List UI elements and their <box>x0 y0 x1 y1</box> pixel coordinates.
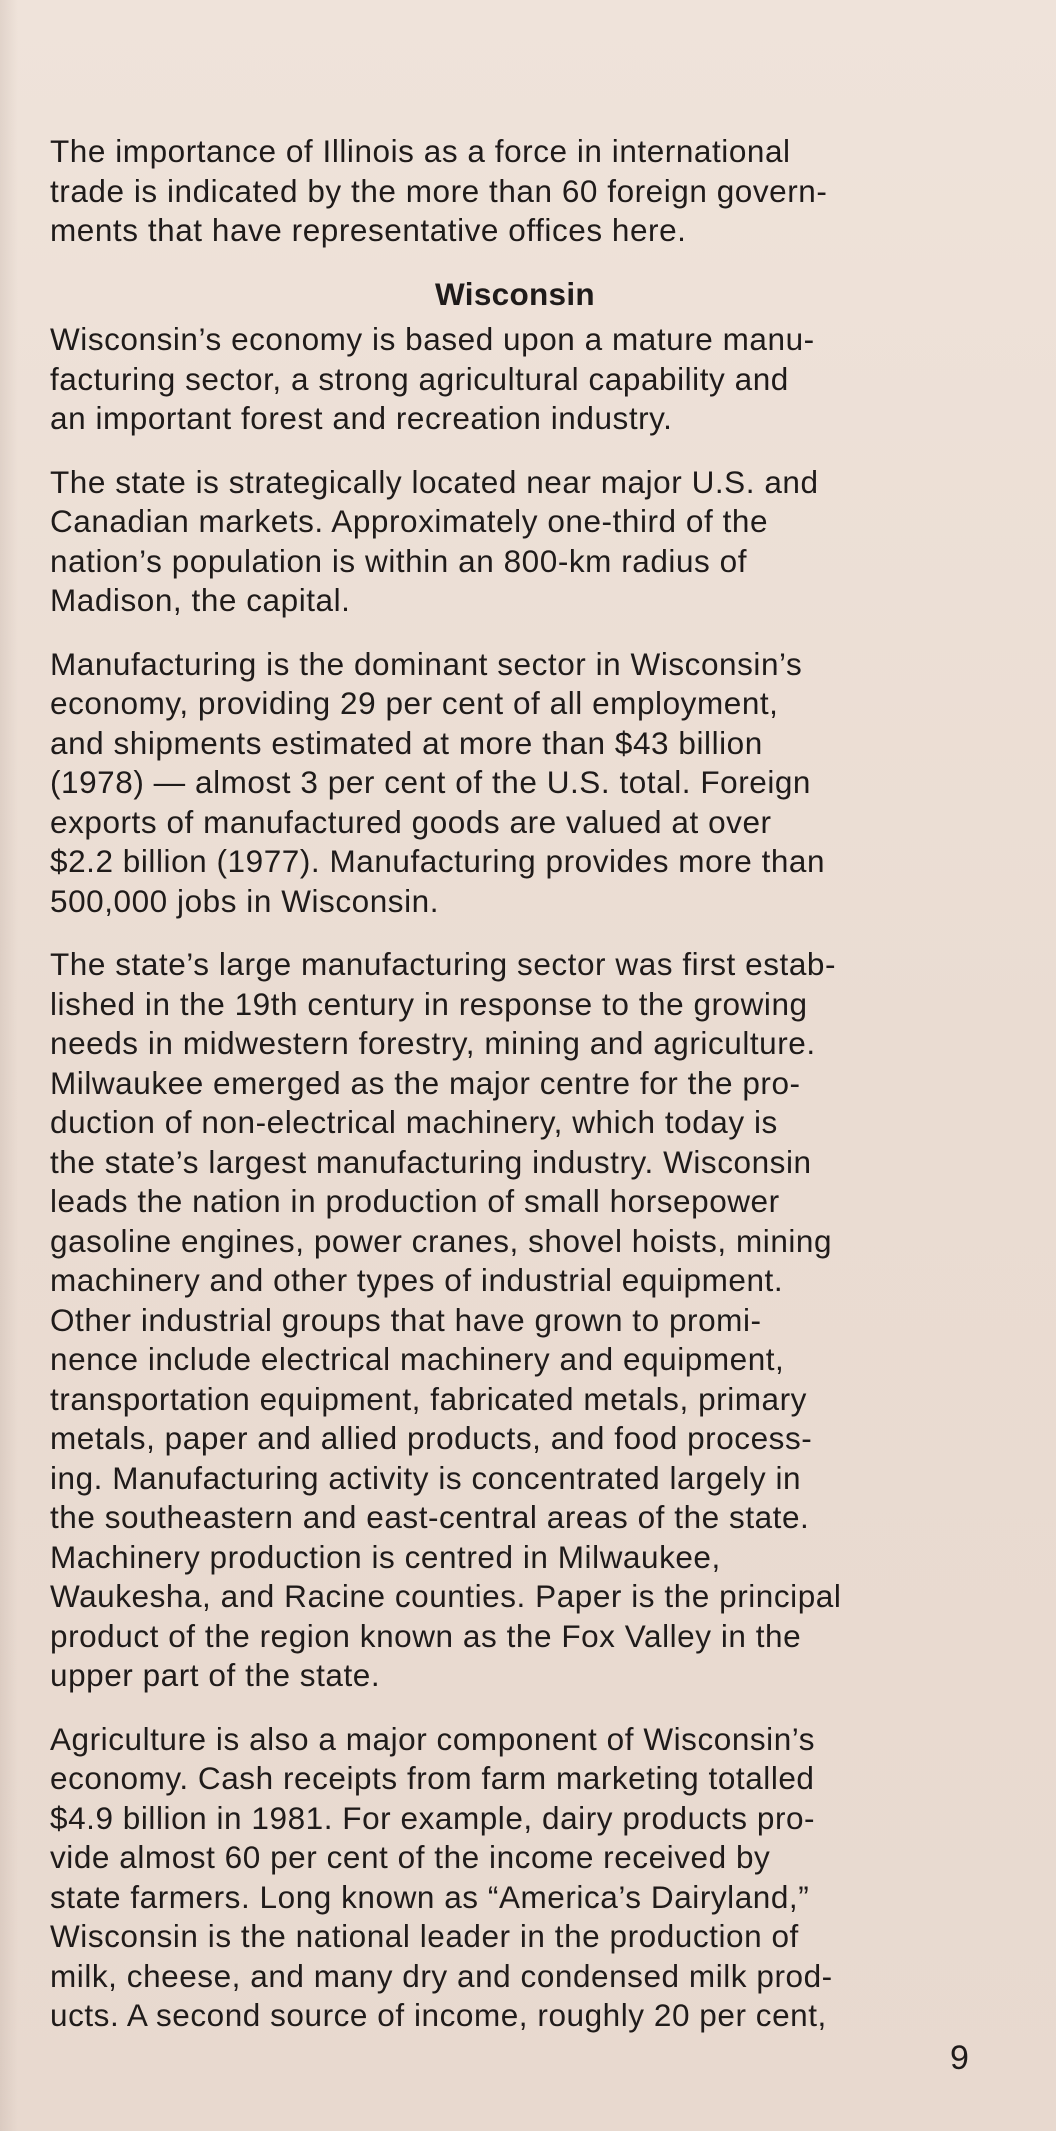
paragraph-manufacturing <box>50 645 980 922</box>
paragraph-location <box>50 463 980 621</box>
text-line: and shipments estimated at more than $43 billion <box>50 724 763 761</box>
text-line: economy. Cash receipts from farm marketing totalled <box>50 1760 815 1796</box>
text-line: leads the nation in production of small horsepower <box>50 1183 780 1219</box>
text-line: Milwaukee emerged as the major centre for the pro- <box>50 1064 801 1101</box>
text-line: Canadian markets. Approximately one-third of the <box>50 503 769 539</box>
text-line: $2.2 billion (1977). Manufacturing provides more than <box>50 843 826 879</box>
text-line: nence include electrical machinery and equipment, <box>50 1341 785 1377</box>
text-line: gasoline engines, power cranes, shovel hoists, mining <box>50 1222 833 1259</box>
text-line: the southeastern and east-central areas of the state. <box>50 1499 810 1535</box>
text-line: The importance of Illinois as a force in international <box>50 133 791 169</box>
text-line: Wisconsin’s economy is based upon a mature manu- <box>50 321 815 357</box>
text-line: duction of non-electrical machinery, which today is <box>50 1104 778 1140</box>
text-line: ing. Manufacturing activity is concentrated largely in <box>50 1459 802 1496</box>
text-line: exports of manufactured goods are valued at over <box>50 803 772 840</box>
text-line: Agriculture is also a major component of Wisconsin’s <box>50 1720 816 1757</box>
text-line: product of the region known as the Fox Valley in the <box>50 1617 802 1654</box>
text-line: an important forest and recreation industry. <box>50 400 673 436</box>
text-line: milk, cheese, and many dry and condensed milk prod- <box>50 1957 833 1994</box>
paragraph-agriculture <box>50 1720 980 2036</box>
page-number: 9 <box>950 2039 969 2077</box>
text-line: 500,000 jobs in Wisconsin. <box>50 882 440 919</box>
text-line: metals, paper and allied products, and food process- <box>50 1420 813 1456</box>
text-line: economy, providing 29 per cent of all employment, <box>50 685 779 721</box>
text-line: Machinery production is centred in Milwaukee, <box>50 1538 721 1575</box>
intro-paragraph <box>50 132 980 251</box>
text-line: Waukesha, and Racine counties. Paper is the principal <box>50 1578 842 1614</box>
paragraph-manufacturing-history <box>50 945 980 1696</box>
paragraph-economy-overview <box>50 320 980 439</box>
text-line: The state is strategically located near major U.S. and <box>50 463 819 500</box>
text-line: ucts. A second source of income, roughly 20 per cent, <box>50 1997 827 2033</box>
page-body <box>50 132 980 2060</box>
text-line: Madison, the capital. <box>50 582 351 618</box>
text-line: facturing sector, a strong agricultural capability and <box>50 360 789 397</box>
text-line: Other industrial groups that have grown to promi- <box>50 1301 762 1338</box>
text-line: needs in midwestern forestry, mining and agriculture. <box>50 1025 816 1061</box>
text-line: the state’s largest manufacturing industry. Wisconsin <box>50 1143 812 1180</box>
text-line: (1978) — almost 3 per cent of the U.S. total. Foreign <box>50 764 812 800</box>
text-line: ments that have representative offices here. <box>50 212 687 248</box>
text-line: $4.9 billion in 1981. For example, dairy products pro- <box>50 1799 816 1836</box>
text-line: vide almost 60 per cent of the income received by <box>50 1839 771 1875</box>
section-heading: Wisconsin <box>435 275 595 312</box>
text-line: Wisconsin is the national leader in the production of <box>50 1918 799 1954</box>
text-line: Manufacturing is the dominant sector in Wisconsin’s <box>50 645 803 682</box>
text-line: upper part of the state. <box>50 1657 381 1693</box>
text-line: machinery and other types of industrial equipment. <box>50 1262 784 1298</box>
text-line: The state’s large manufacturing sector was first estab- <box>50 946 837 982</box>
text-line: trade is indicated by the more than 60 foreign govern- <box>50 172 828 209</box>
text-line: transportation equipment, fabricated metals, primary <box>50 1380 807 1417</box>
text-line: lished in the 19th century in response to the growing <box>50 985 808 1022</box>
text-line: state farmers. Long known as “America’s Dairyland,” <box>50 1878 810 1915</box>
text-line: nation’s population is within an 800-km radius of <box>50 542 748 579</box>
